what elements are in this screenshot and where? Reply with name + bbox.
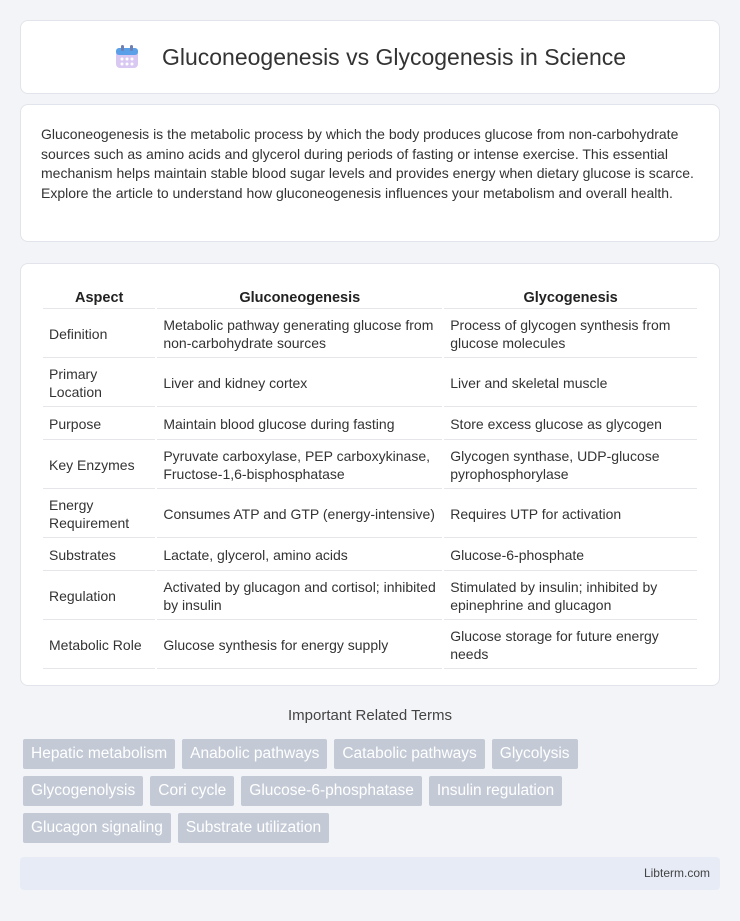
tag-anabolic-pathways[interactable]: Anabolic pathways (182, 739, 327, 769)
aspect-cell: Regulation (43, 573, 155, 620)
aspect-cell: Energy Requirement (43, 491, 155, 538)
tag-hepatic-metabolism[interactable]: Hepatic metabolism (23, 739, 175, 769)
header-gluconeogenesis: Gluconeogenesis (157, 286, 442, 309)
header-glycogenesis: Glycogenesis (444, 286, 697, 309)
gluconeogenesis-cell: Maintain blood glucose during fasting (157, 409, 442, 440)
aspect-cell: Purpose (43, 409, 155, 440)
gluconeogenesis-cell: Activated by glucagon and cortisol; inhibited by insulin (157, 573, 442, 620)
tag-substrate-utilization[interactable]: Substrate utilization (178, 813, 329, 843)
glycogenesis-cell: Glucose storage for future energy needs (444, 622, 697, 669)
footer-site-link[interactable]: Libterm.com (643, 866, 710, 880)
table-row (43, 622, 697, 669)
gluconeogenesis-cell: Liver and kidney cortex (157, 360, 442, 407)
gluconeogenesis-cell: Consumes ATP and GTP (energy-intensive) (157, 491, 442, 538)
tag-glucose-6-phosphatase[interactable]: Glucose-6-phosphatase (241, 776, 422, 806)
aspect-cell: Metabolic Role (43, 622, 155, 669)
glycogenesis-cell: Glycogen synthase, UDP-glucose pyrophosphorylase (444, 442, 697, 489)
gluconeogenesis-cell: Glucose synthesis for energy supply (157, 622, 442, 669)
footer (20, 857, 720, 890)
gluconeogenesis-cell: Metabolic pathway generating glucose from non-carbohydrate sources (157, 311, 442, 358)
gluconeogenesis-cell: Pyruvate carboxylase, PEP carboxykinase, Fructose-1,6-bisphosphatase (157, 442, 442, 489)
tag-row (23, 776, 723, 806)
tag-insulin-regulation[interactable]: Insulin regulation (429, 776, 562, 806)
tag-glycolysis[interactable]: Glycolysis (492, 739, 578, 769)
table-row (43, 573, 697, 620)
gluconeogenesis-cell: Lactate, glycerol, amino acids (157, 540, 442, 571)
tag-row (23, 813, 723, 843)
table-row (43, 409, 697, 440)
table-row (43, 311, 697, 358)
page-title: Gluconeogenesis vs Glycogenesis in Science (161, 43, 627, 70)
aspect-cell: Key Enzymes (43, 442, 155, 489)
glycogenesis-cell: Glucose-6-phosphate (444, 540, 697, 571)
table-row (43, 360, 697, 407)
comparison-table-card (20, 263, 720, 686)
glycogenesis-cell: Liver and skeletal muscle (444, 360, 697, 407)
related-terms-tags (23, 739, 723, 850)
comparison-table (41, 284, 699, 671)
glycogenesis-cell: Process of glycogen synthesis from glucose molecules (444, 311, 697, 358)
aspect-cell: Substrates (43, 540, 155, 571)
glycogenesis-cell: Stimulated by insulin; inhibited by epinephrine and glucagon (444, 573, 697, 620)
calendar-icon (114, 44, 140, 70)
intro-text: Gluconeogenesis is the metabolic process by which the body produces glucose from non-carbohydrate sources such as amino acids and glycerol during periods of fasting or intense exercise. This essential mechanism helps maintain stable blood sugar levels and provides energy when dietary glucose is scarce. Explore the article to understand how gluconeogenesis influences your metabolism and overall health. (41, 126, 694, 201)
tag-glucagon-signaling[interactable]: Glucagon signaling (23, 813, 171, 843)
aspect-cell: Primary Location (43, 360, 155, 407)
table-header-row (43, 286, 697, 309)
table-row (43, 491, 697, 538)
table-row (43, 540, 697, 571)
related-terms-title: Important Related Terms (288, 707, 452, 724)
table-row (43, 442, 697, 489)
glycogenesis-cell: Store excess glucose as glycogen (444, 409, 697, 440)
header-card (20, 20, 720, 94)
aspect-cell: Definition (43, 311, 155, 358)
tag-row (23, 739, 723, 769)
glycogenesis-cell: Requires UTP for activation (444, 491, 697, 538)
tag-cori-cycle[interactable]: Cori cycle (150, 776, 234, 806)
header-aspect: Aspect (43, 286, 155, 309)
intro-card (20, 104, 720, 242)
tag-glycogenolysis[interactable]: Glycogenolysis (23, 776, 143, 806)
tag-catabolic-pathways[interactable]: Catabolic pathways (334, 739, 484, 769)
